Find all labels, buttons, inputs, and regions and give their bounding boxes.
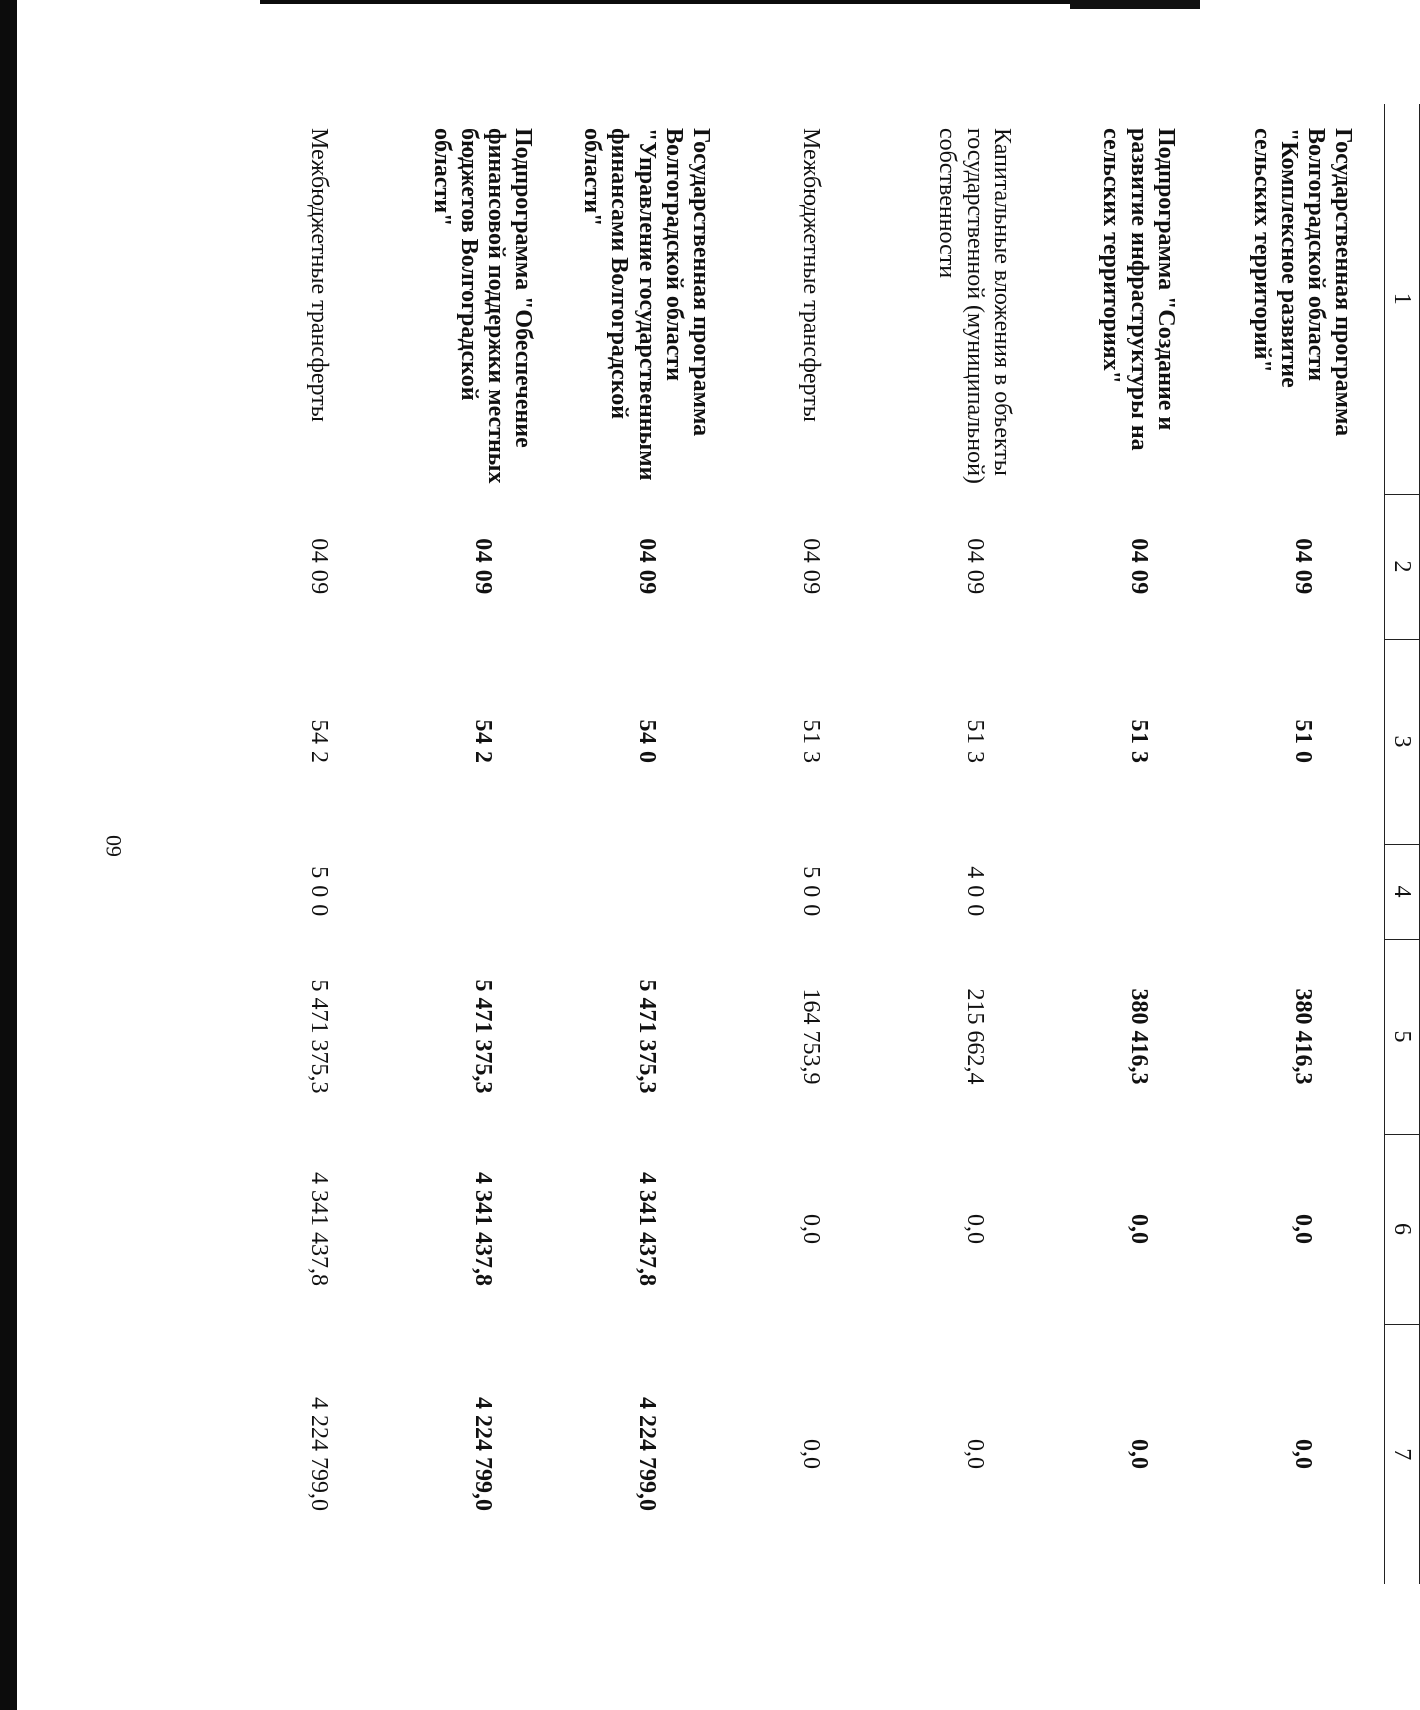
row-name: Государственная программа Волгоградской области "Управление государственными финансами Волгоградской области" [579, 128, 714, 481]
table-row [400, 104, 564, 1584]
section-code: 04 09 [797, 538, 824, 595]
scan-edge-left [0, 0, 17, 1710]
section-code: 04 09 [469, 538, 496, 595]
amount-col5: 380 416,3 [1125, 988, 1152, 1085]
row-name: Капитальные вложения в объекты государственной (муниципальной) собственности [934, 128, 1015, 484]
program-code: 54 2 [305, 719, 332, 764]
column-header: 1 [1385, 104, 1420, 494]
amount-col7: 4 224 799,0 [305, 1397, 332, 1511]
program-code: 51 3 [797, 719, 824, 764]
column-header: 2 [1385, 494, 1420, 639]
expense-type-code [1220, 844, 1385, 939]
table-row [892, 104, 1056, 1584]
scan-edge-top [260, 0, 1200, 4]
amount-col5: 5 471 375,3 [305, 979, 332, 1094]
section-code: 04 09 [633, 538, 660, 595]
table-header-row [1385, 104, 1420, 1584]
amount-col5: 215 662,4 [961, 988, 988, 1085]
program-code: 54 2 [469, 719, 496, 764]
program-code: 51 0 [1289, 719, 1316, 764]
row-name: Межбюджетные трансферты [305, 128, 332, 422]
program-code: 54 0 [633, 719, 660, 764]
expense-type-code [400, 844, 564, 939]
budget-table [236, 104, 1420, 1584]
amount-col7: 0,0 [797, 1439, 824, 1469]
amount-col6: 0,0 [961, 1214, 988, 1244]
section-code: 04 09 [961, 538, 988, 595]
amount-col7: 0,0 [1125, 1439, 1152, 1469]
program-code: 51 3 [1125, 719, 1152, 764]
amount-col6: 0,0 [1125, 1214, 1152, 1244]
section-code: 04 09 [1289, 538, 1316, 595]
section-code: 04 09 [305, 538, 332, 595]
column-header: 7 [1385, 1324, 1420, 1584]
table-row [236, 104, 400, 1584]
column-header: 3 [1385, 639, 1420, 844]
column-header: 4 [1385, 844, 1420, 939]
amount-col7: 0,0 [961, 1439, 988, 1469]
budget-table-sheet [305, 104, 1420, 1584]
amount-col5: 5 471 375,3 [469, 979, 496, 1094]
amount-col5: 5 471 375,3 [633, 979, 660, 1094]
amount-col6: 0,0 [1289, 1214, 1316, 1244]
table-row [564, 104, 728, 1584]
expense-type-code [564, 844, 728, 939]
amount-col6: 0,0 [797, 1214, 824, 1244]
program-code: 51 3 [961, 719, 988, 764]
expense-type-code: 5 0 0 [797, 866, 824, 917]
amount-col7: 0,0 [1289, 1439, 1316, 1469]
amount-col6: 4 341 437,8 [469, 1172, 496, 1286]
section-code: 04 09 [1125, 538, 1152, 595]
table-row [1220, 104, 1385, 1584]
column-header: 6 [1385, 1134, 1420, 1324]
amount-col6: 4 341 437,8 [305, 1172, 332, 1286]
amount-col6: 4 341 437,8 [633, 1172, 660, 1286]
expense-type-code: 4 0 0 [961, 866, 988, 917]
amount-col7: 4 224 799,0 [469, 1397, 496, 1511]
row-name: Подпрограмма "Обеспечение финансовой поддержки местных бюджетов Волгоградской области" [428, 128, 537, 484]
column-header: 5 [1385, 939, 1420, 1134]
scan-edge-top-corner [1070, 0, 1200, 9]
expense-type-code [1056, 844, 1220, 939]
amount-col5: 164 753,9 [797, 988, 824, 1085]
table-row [728, 104, 892, 1584]
page-number: 60 [101, 835, 126, 857]
table-row [1056, 104, 1220, 1584]
amount-col5: 380 416,3 [1289, 988, 1316, 1085]
amount-col7: 4 224 799,0 [633, 1397, 660, 1511]
row-name: Подпрограмма "Создание и развитие инфраструктуры на сельских территориях" [1098, 128, 1179, 451]
row-name: Межбюджетные трансферты [797, 128, 824, 422]
row-name: Государственная программа Волгоградской области "Комплексное развитие сельских территорий" [1248, 128, 1357, 437]
expense-type-code: 5 0 0 [305, 866, 332, 917]
